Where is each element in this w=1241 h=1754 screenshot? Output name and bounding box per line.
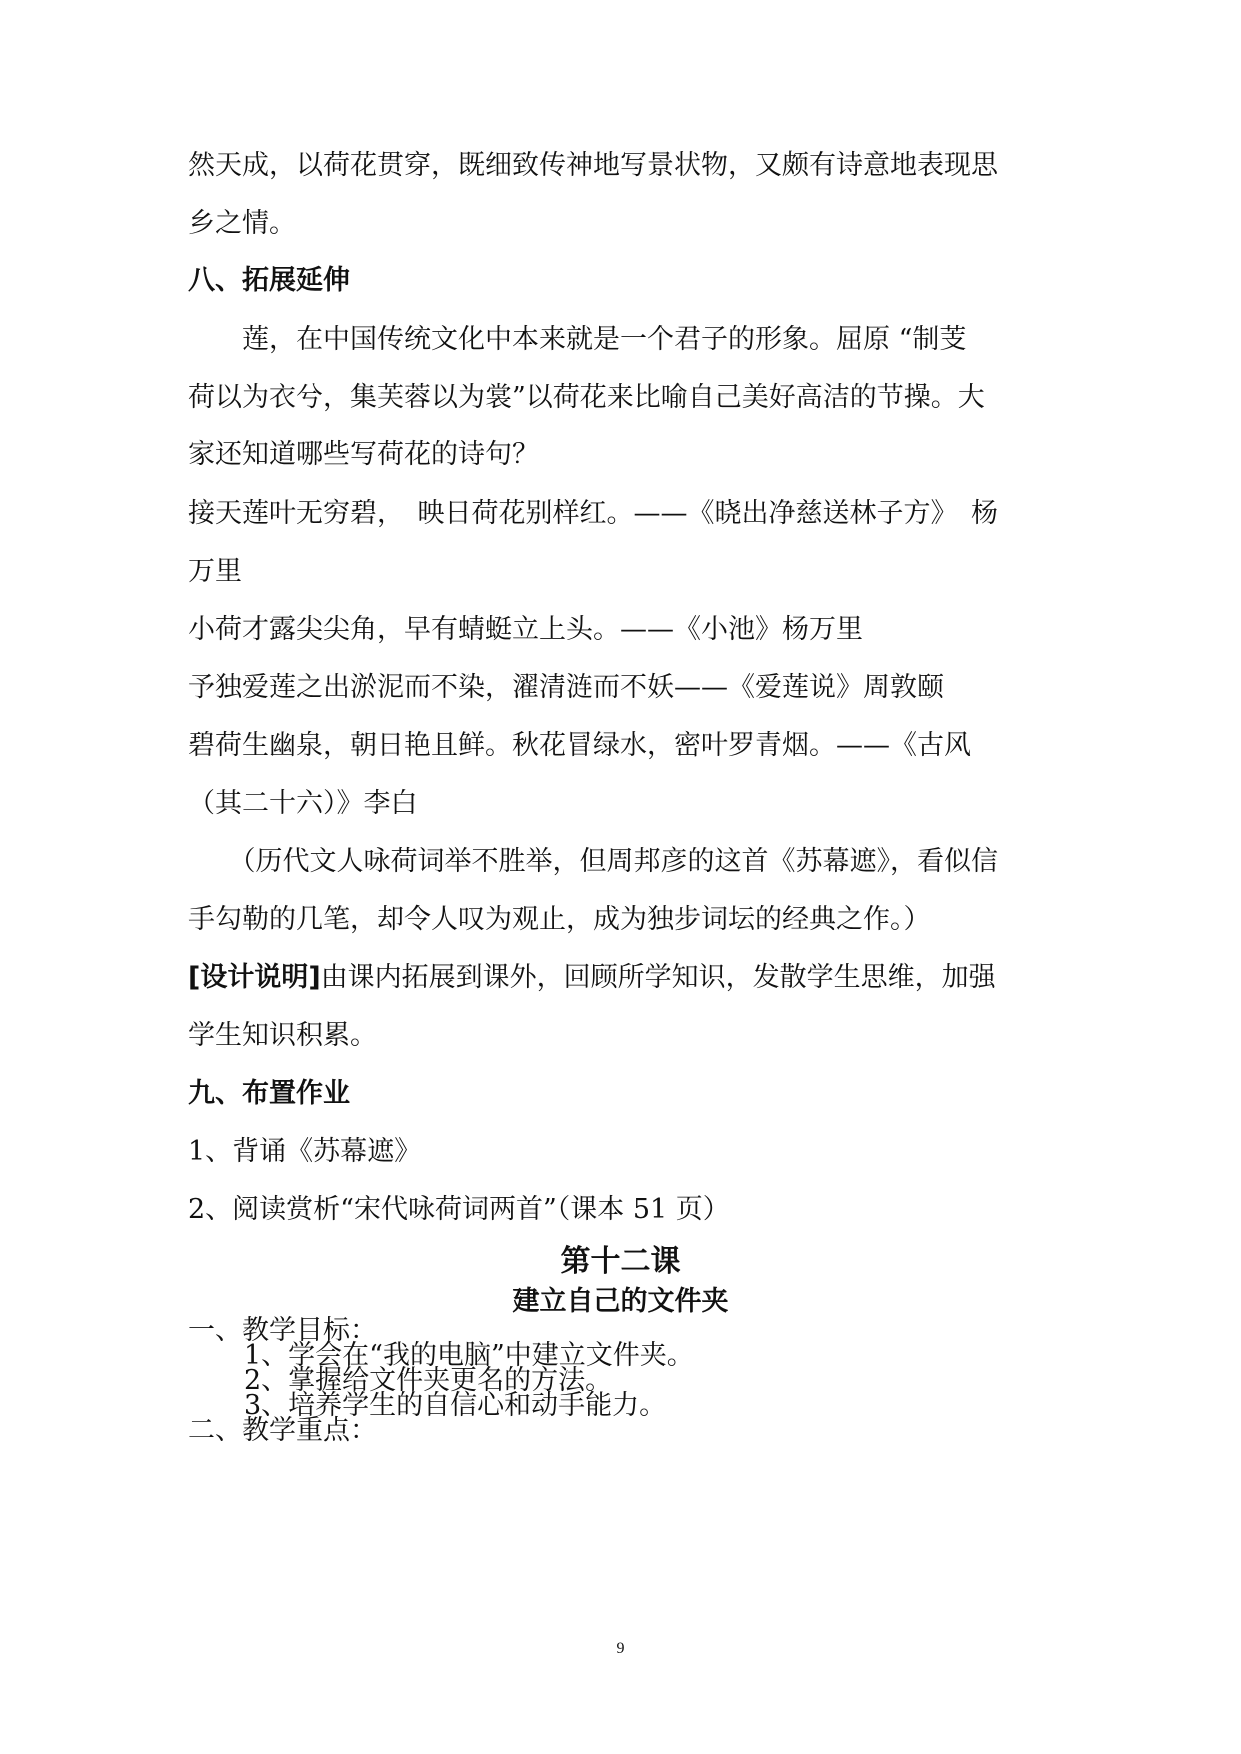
poem-line: 小荷才露尖尖角，早有蜻蜓立上头。——《小池》杨万里 [188,614,863,645]
goal-item: 2、掌握给文件夹更名的方法。 [244,1365,613,1396]
poem-line: 万里 [188,556,242,587]
design-note [188,960,996,996]
goal-item: 3、培养学生的自信心和动手能力。 [244,1390,667,1421]
paragraph-line: （历代文人咏荷词举不胜举，但周邦彦的这首《苏幕遮》，看似信 [188,846,998,877]
lesson-subtitle: 建立自己的文件夹 [512,1286,729,1317]
poem-line: 接天莲叶无穷碧， 映日荷花别样红。——《晓出净慈送林子方》 杨 [188,498,998,529]
paragraph-line: 学生知识积累。 [188,1020,377,1051]
section-teaching-goals: 一、教学目标： [188,1315,377,1346]
poem-line: （其二十六）》李白 [188,788,418,819]
homework-item: 2、阅读赏析“宋代咏荷词两首”（课本 51 页） [188,1194,730,1225]
section-heading-homework: 九、布置作业 [188,1078,350,1109]
paragraph-line: 荷以为衣兮，集芙蓉以为裳”以荷花来比喻自己美好高洁的节操。大 [188,382,985,413]
poem-line: 予独爱莲之出淤泥而不染，濯清涟而不妖——《爱莲说》周敦颐 [188,672,944,703]
homework-item: 1、背诵《苏幕遮》 [188,1136,422,1167]
goal-item: 1、学会在“我的电脑”中建立文件夹。 [244,1340,694,1371]
design-note-text: 由课内拓展到课外，回顾所学知识，发散学生思维，加强 [320,962,996,993]
paragraph-line: 手勾勒的几笔，却令人叹为观止，成为独步词坛的经典之作。） [188,904,931,935]
paragraph-line: 家还知道哪些写荷花的诗句？ [188,439,539,470]
paragraph-line: 乡之情。 [188,208,296,239]
section-teaching-focus: 二、教学重点： [188,1415,377,1446]
paragraph-line: 莲，在中国传统文化中本来就是一个君子的形象。屈原 “制芰 [188,324,967,355]
paragraph-line: 然天成，以荷花贯穿，既细致传神地写景状物，又颇有诗意地表现思 [188,150,998,181]
poem-line: 碧荷生幽泉，朝日艳且鲜。秋花冒绿水，密叶罗青烟。——《古风 [188,730,971,761]
lesson-title: 第十二课 [560,1244,681,1279]
section-heading-extension: 八、拓展延伸 [188,265,350,296]
page-number: 9 [616,1640,625,1657]
design-note-label: [设计说明] [188,962,321,993]
